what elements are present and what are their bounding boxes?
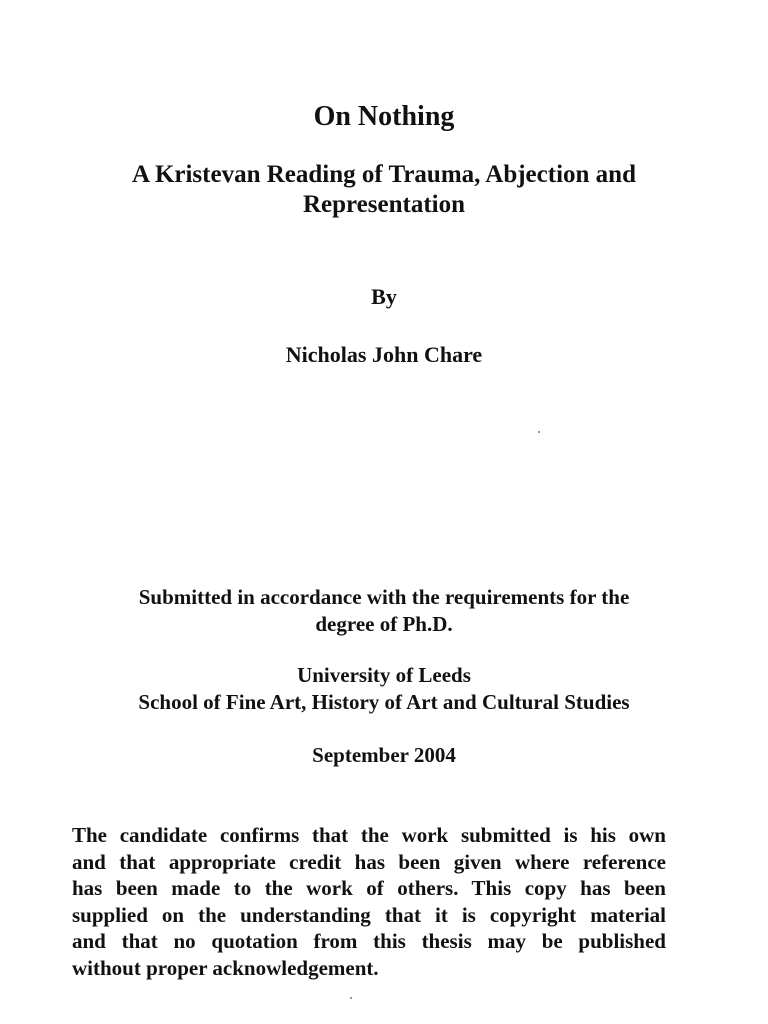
scan-speck (350, 997, 352, 999)
candidate-declaration (72, 822, 666, 981)
submission-line-1: Submitted in accordance with the requirements for the (138, 585, 630, 609)
by-label: By (371, 284, 397, 309)
declaration-line: and that appropriate credit has been given where reference (72, 849, 666, 874)
submission-date: September 2004 (312, 743, 456, 767)
scan-speck (538, 431, 540, 433)
author-name: Nicholas John Chare (285, 342, 483, 367)
institution (0, 662, 768, 716)
subtitle-line-2: Representation (302, 191, 466, 218)
school-name: School of Fine Art, History of Art and Cultural Studies (138, 690, 630, 714)
submission-statement (0, 584, 768, 638)
declaration-line: and that no quotation from this thesis may be published (72, 929, 666, 953)
declaration-line: supplied on the understanding that it is copyright material (72, 902, 666, 927)
submission-line-2: degree of Ph.D. (315, 612, 453, 636)
university-name: University of Leeds (297, 663, 471, 687)
declaration-line: without proper acknowledgement. (72, 955, 379, 980)
declaration-line: The candidate confirms that the work submitted is his own (72, 823, 666, 847)
thesis-title: On Nothing (313, 101, 455, 132)
subtitle-line-1: A Kristevan Reading of Trauma, Abjection and (132, 161, 636, 188)
declaration-line: has been made to the work of others. This copy has been (72, 876, 666, 900)
thesis-subtitle (0, 160, 768, 220)
